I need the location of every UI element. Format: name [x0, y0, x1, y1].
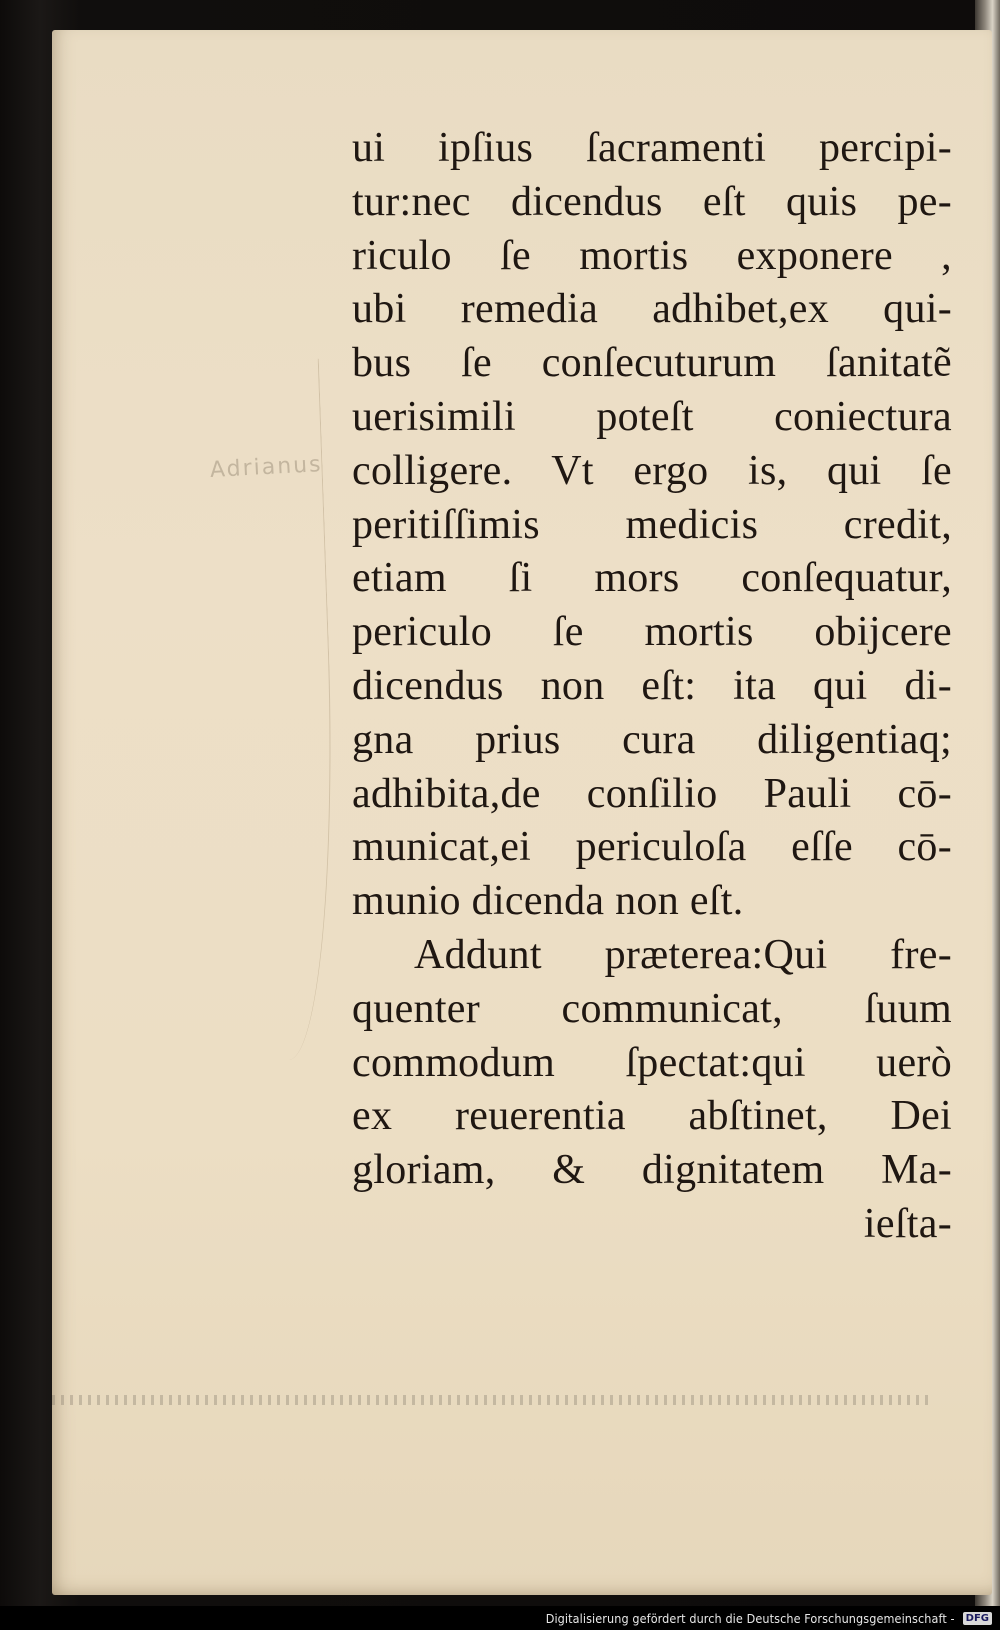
text-line: gloriam, & dignitatem Ma-	[352, 1147, 952, 1194]
text-line: municat,ei periculoſa eſſe cō-	[352, 824, 952, 871]
text-line: ex reuerentia abſtinet, Dei	[352, 1093, 952, 1140]
text-line: quenter communicat, ſuum	[352, 985, 952, 1032]
text-line: bus ſe conſecuturum ſanitatẽ	[352, 340, 952, 387]
text-line: adhibita,de conſilio Pauli cō-	[352, 770, 952, 817]
text-line: ubi remedia adhibet,ex qui-	[352, 286, 952, 333]
text-line: periculo ſe mortis obijcere	[352, 609, 952, 656]
text-line: gna prius cura diligentiaq;	[352, 716, 952, 763]
text-line: peritiſſimis medicis credit,	[352, 501, 952, 548]
show-through-text: Adrianus	[209, 452, 324, 483]
digitization-footer	[0, 1606, 1000, 1630]
page-text-block	[352, 122, 952, 1252]
text-line: commodum ſpectat:qui uerò	[352, 1039, 952, 1086]
text-line: etiam ſi mors conſequatur,	[352, 555, 952, 602]
fold-line	[52, 1395, 932, 1405]
text-line: riculo ſe mortis exponere ,	[352, 232, 952, 279]
text-line: dicendus non eſt: ita qui di-	[352, 662, 952, 709]
footer-credit: Digitalisierung gefördert durch die Deutsche Forschungsgemeinschaft -	[545, 1610, 955, 1626]
text-line: Addunt præterea:Qui fre-	[414, 931, 952, 978]
text-line: colligere. Vt ergo is, qui ſe	[352, 447, 952, 494]
text-line: munio dicenda non eſt.	[352, 878, 744, 925]
text-line: tur:nec dicendus eſt quis pe-	[352, 178, 952, 225]
catchword: ieſta-	[863, 1200, 952, 1247]
text-line: ui ipſius ſacramenti percipi-	[352, 125, 952, 171]
dfg-logo: DFG	[963, 1612, 992, 1625]
text-line: uerisimili poteſt coniectura	[352, 393, 952, 440]
